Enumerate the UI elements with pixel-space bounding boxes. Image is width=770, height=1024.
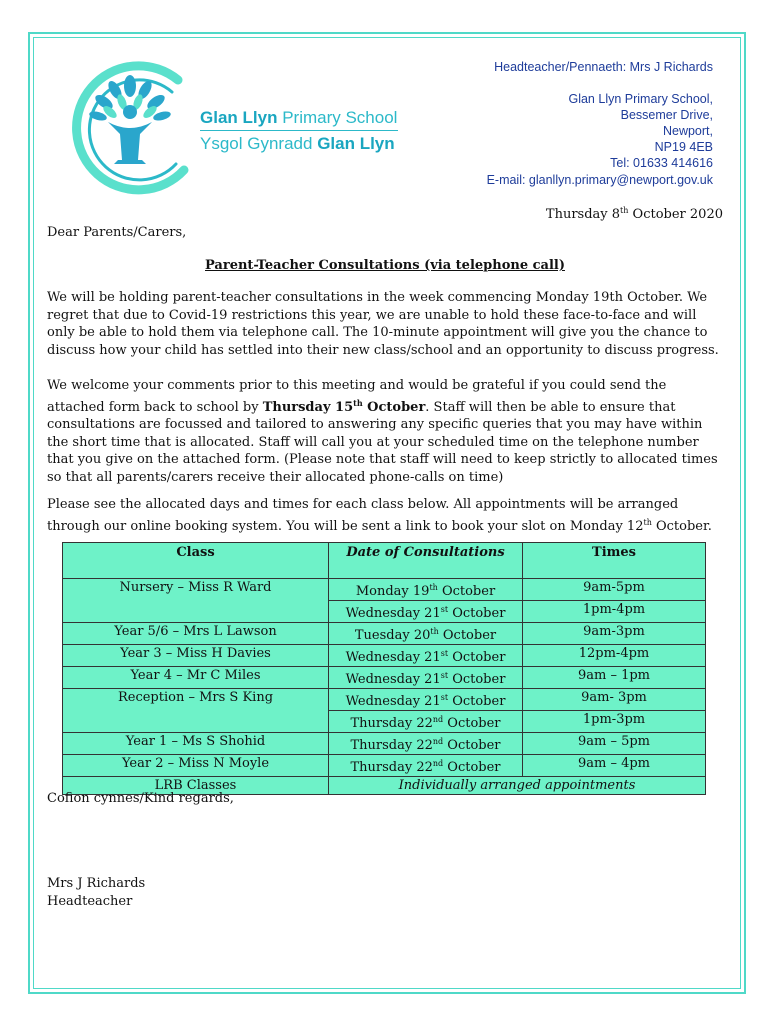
table-row: [63, 667, 706, 689]
address-line-2: Bessemer Drive,: [620, 108, 713, 122]
address-line-3: Newport,: [662, 124, 713, 138]
letter-date: Thursday 8th October 2020: [545, 206, 723, 222]
header-class: Class: [63, 543, 329, 579]
address-postcode: NP19 4EB: [654, 140, 713, 154]
date-cell: Wednesday 21st October: [329, 601, 523, 623]
header-times: Times: [523, 543, 706, 579]
paragraph-3: Please see the allocated days and times for each class below. All appointments will be arranged through our online booking system. You will be sent a link to book your slot on Monday 12th October.: [47, 497, 712, 534]
table-row: [63, 601, 706, 623]
school-name: Glan Llyn Primary School: [200, 108, 398, 127]
class-cell: Year 5/6 – Mrs L Lawson: [63, 623, 329, 645]
class-cell: Year 4 – Mr C Miles: [63, 667, 329, 689]
class-cell: [63, 601, 329, 623]
signature-title: Headteacher: [47, 894, 133, 909]
date-cell: Tuesday 20th October: [329, 623, 523, 645]
table-row: [63, 711, 706, 733]
table-row: [63, 623, 706, 645]
date-cell: Thursday 22nd October: [329, 711, 523, 733]
email[interactable]: E-mail: glanllyn.primary@newport.gov.uk: [486, 173, 713, 187]
date-cell: Monday 19th October: [329, 579, 523, 601]
time-cell: 1pm-4pm: [523, 601, 706, 623]
school-name-welsh: Ysgol Gynradd Glan Llyn: [200, 134, 395, 153]
time-cell: 9am- 3pm: [523, 689, 706, 711]
signature-name: Mrs J Richards: [47, 876, 146, 891]
time-cell: 9am-5pm: [523, 579, 706, 601]
table-row: [63, 645, 706, 667]
class-cell: Year 3 – Miss H Davies: [63, 645, 329, 667]
school-name-divider: [200, 130, 398, 131]
paragraph-1: We will be holding parent-teacher consultations in the week commencing Monday 19th October. We regret that due to Covid-19 restrictions this year, we are unable to hold these face-to-face and will only be able to hold them via telephone call. The 10-minute appointment will give you the chance to discuss how your child has settled into their new class/school and an opportunity to discuss progress.: [47, 290, 719, 358]
greeting: Dear Parents/Carers,: [47, 225, 187, 240]
table-header-row: [63, 543, 706, 579]
table-row: [63, 733, 706, 755]
paragraph-2: We welcome your comments prior to this meeting and would be grateful if you could send the attached form back to school by Thursday 15th October. Staff will then be able to ensure that consultations are focussed and tailored to answering any specific queries that you may have within the short time that is allocated. Staff will call you at your scheduled time on the telephone number that you give on the attached form. (Please note that staff will need to keep strictly to allocated times so that all parents/carers receive their allocated phone-calls on time): [47, 378, 718, 485]
time-cell: 9am – 4pm: [523, 755, 706, 777]
telephone: Tel: 01633 414616: [610, 156, 713, 170]
date-cell: Thursday 22nd October: [329, 755, 523, 777]
table-row: [63, 755, 706, 777]
class-cell: Year 2 – Miss N Moyle: [63, 755, 329, 777]
class-cell: Year 1 – Ms S Shohid: [63, 733, 329, 755]
lrb-note: Individually arranged appointments: [329, 777, 706, 795]
letter-title: Parent-Teacher Consultations (via telephone call): [205, 258, 565, 273]
closing: Cofion cynnes/Kind regards,: [47, 791, 234, 806]
class-cell: Reception – Mrs S King: [63, 689, 329, 711]
consultation-table: [62, 542, 706, 795]
date-cell: Wednesday 21st October: [329, 689, 523, 711]
tree-person-icon: [60, 52, 200, 202]
time-cell: 12pm-4pm: [523, 645, 706, 667]
date-cell: Wednesday 21st October: [329, 645, 523, 667]
table-row: [63, 579, 706, 601]
class-cell: LRB Classes: [63, 777, 329, 795]
date-cell: Wednesday 21st October: [329, 667, 523, 689]
table-row: [63, 689, 706, 711]
header-date: Date of Consultations: [329, 543, 523, 579]
time-cell: 9am-3pm: [523, 623, 706, 645]
time-cell: 9am – 5pm: [523, 733, 706, 755]
headteacher-line: Headteacher/Pennaeth: Mrs J Richards: [494, 60, 713, 74]
date-cell: Thursday 22nd October: [329, 733, 523, 755]
time-cell: 9am – 1pm: [523, 667, 706, 689]
time-cell: 1pm-3pm: [523, 711, 706, 733]
class-cell: [63, 711, 329, 733]
class-cell: Nursery – Miss R Ward: [63, 579, 329, 601]
address-line-1: Glan Llyn Primary School,: [568, 92, 713, 106]
